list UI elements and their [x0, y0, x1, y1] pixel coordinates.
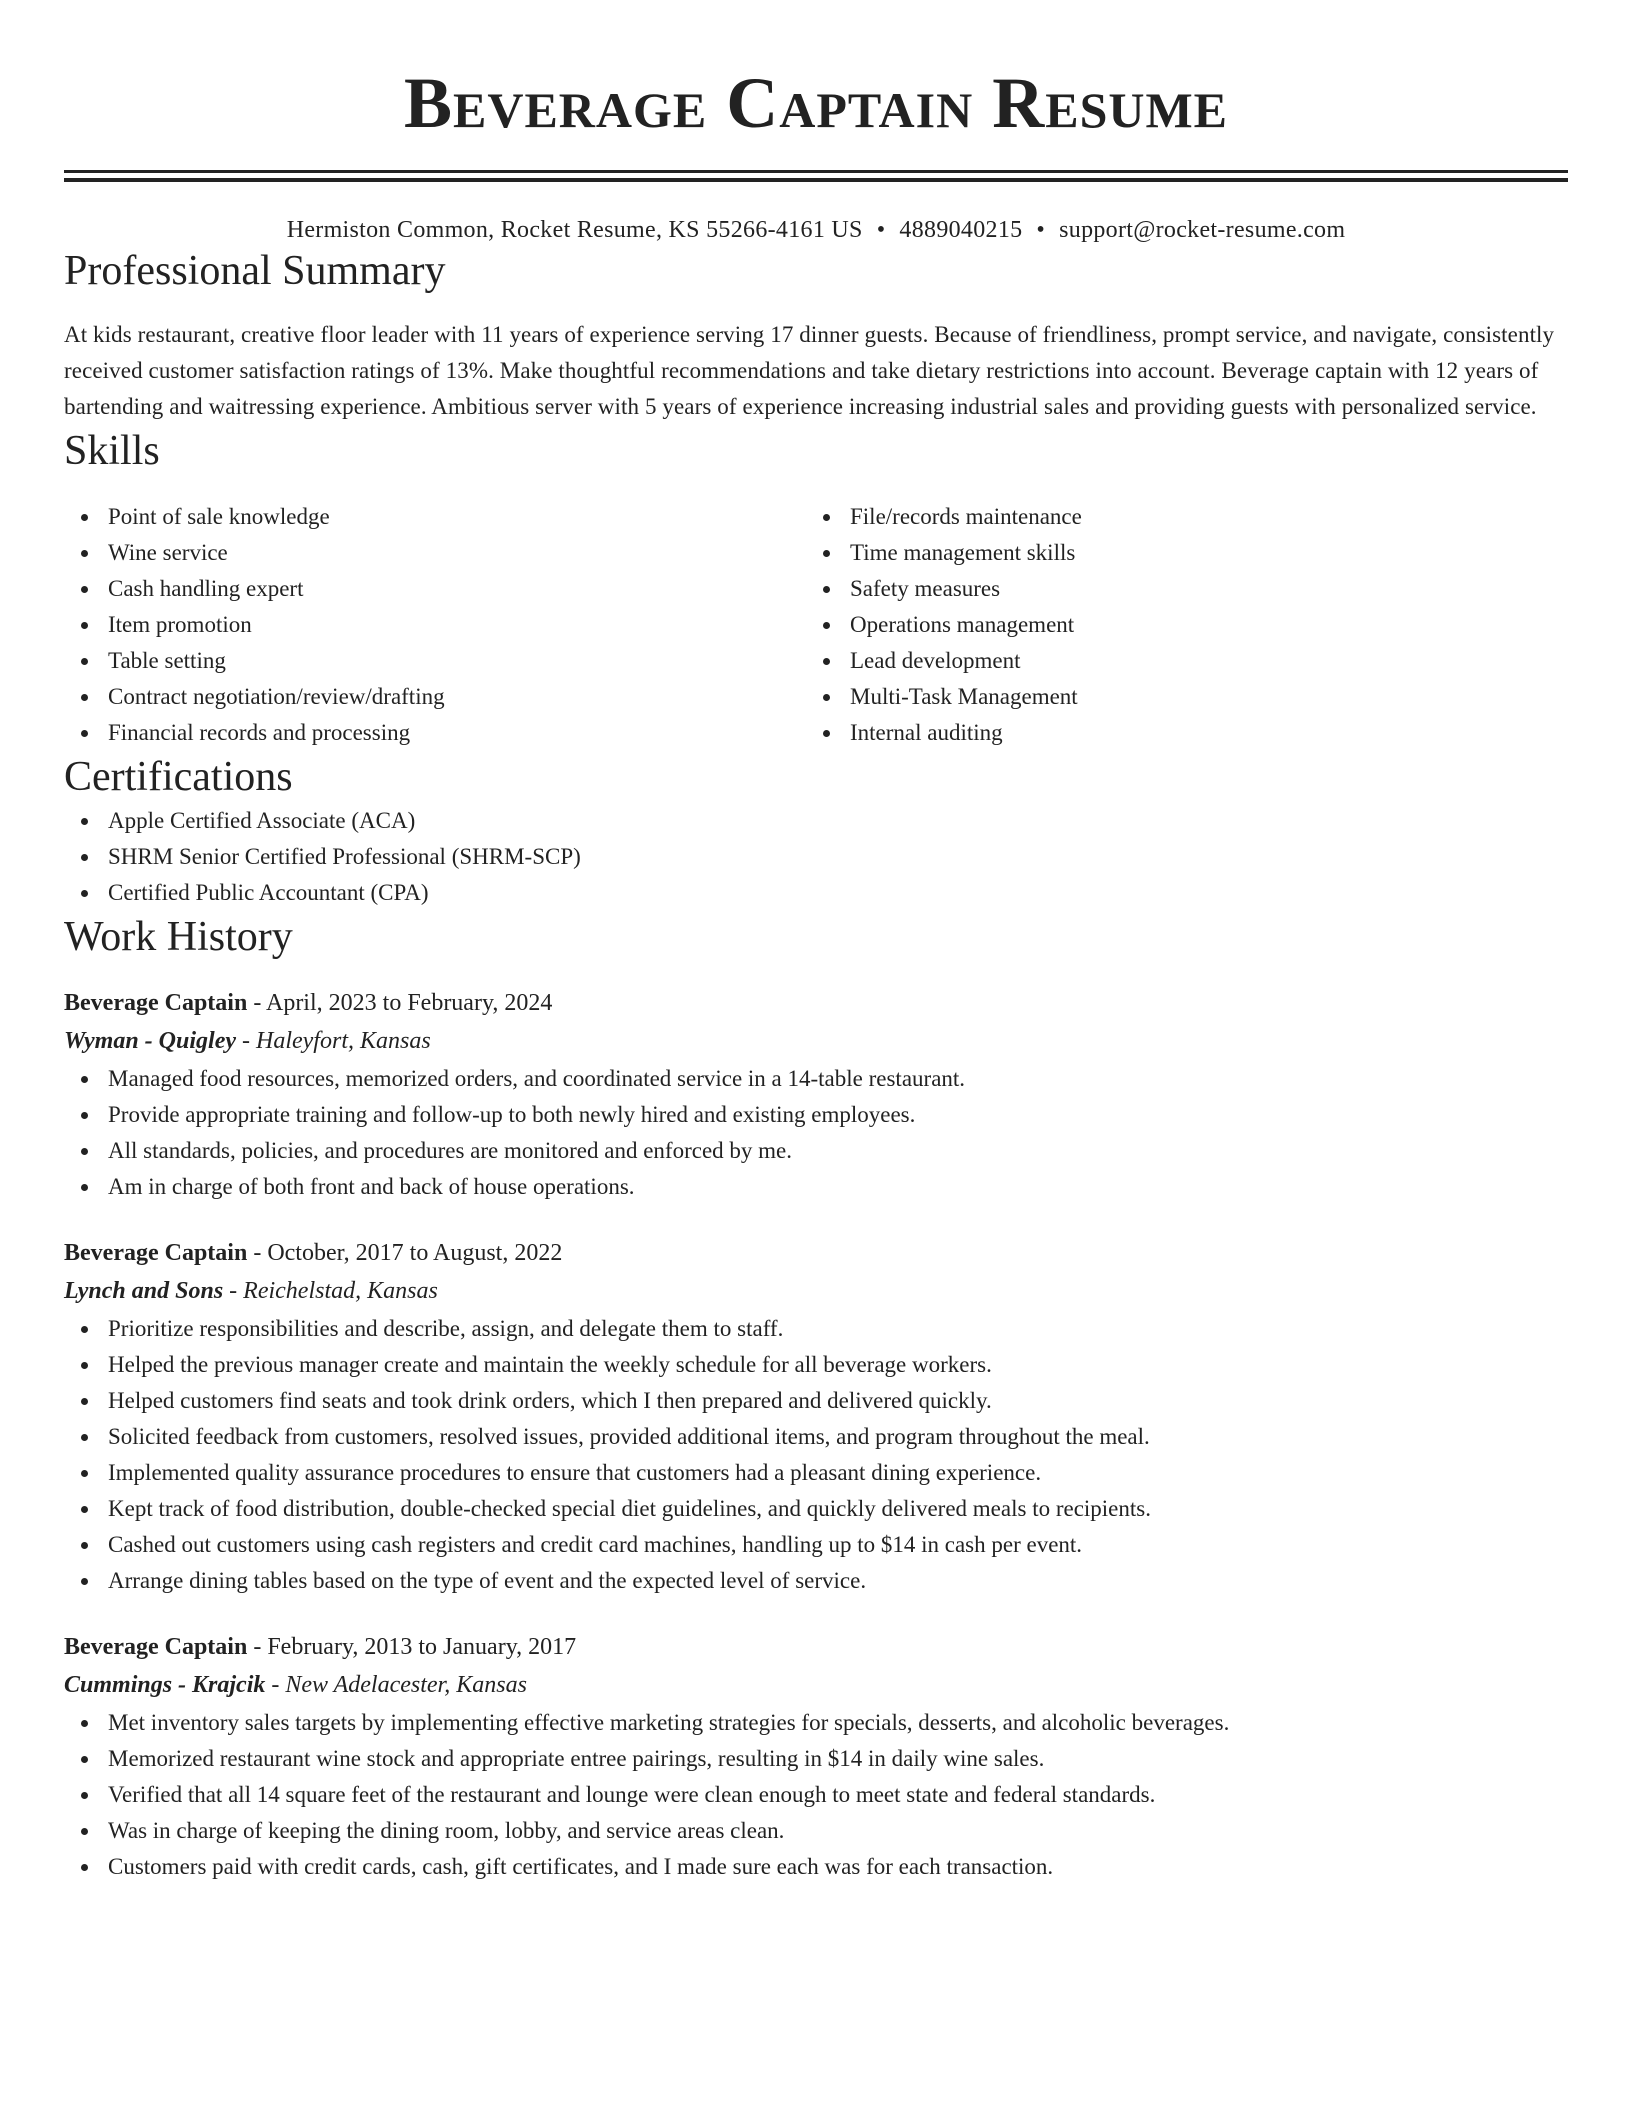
bullet-dot-icon — [823, 514, 830, 521]
job-duty-text: Cashed out customers using cash registers and credit card machines, handling up to $14 in cash per event. — [108, 1532, 1083, 1557]
bullet-dot-icon — [81, 1326, 88, 1333]
bullet-dot-icon — [81, 1864, 88, 1871]
bullet-dot-icon — [81, 818, 88, 825]
bullet-dot-icon — [81, 658, 88, 665]
bullet-dot-icon — [81, 1076, 88, 1083]
resume-title: Beverage Captain Resume — [403, 63, 1229, 143]
bullet-dot-icon — [81, 1506, 88, 1513]
job-dates: April, 2023 to February, 2024 — [265, 990, 553, 1016]
job-duty-item — [64, 1061, 1568, 1097]
job-duty-text: All standards, policies, and procedures are monitored and enforced by me. — [108, 1138, 793, 1163]
certifications-heading: Certifications — [64, 754, 293, 800]
job-duty-item — [64, 1491, 1568, 1527]
job-duty-text: Verified that all 14 square feet of the restaurant and lounge were clean enough to meet state and federal standards. — [108, 1782, 1156, 1807]
skill-text: Operations management — [850, 612, 1075, 637]
job-location: Haleyfort, Kansas — [256, 1028, 431, 1054]
skill-item — [806, 607, 1548, 643]
job-duties-list — [64, 1705, 1568, 1885]
bullet-dot-icon — [823, 658, 830, 665]
skill-text: Internal auditing — [850, 720, 1003, 745]
skill-text: Wine service — [108, 540, 228, 565]
certifications-list — [64, 803, 1568, 911]
bullet-dot-icon — [81, 622, 88, 629]
bullet-dot-icon — [81, 1434, 88, 1441]
job-dates: October, 2017 to August, 2022 — [267, 1240, 563, 1266]
job-dash: - — [236, 1028, 256, 1054]
resume-page — [64, 0, 1568, 1885]
job-dash: - — [223, 1278, 244, 1304]
contact-separator: • — [1036, 217, 1046, 243]
contact-email: support@rocket-resume.com — [1059, 217, 1346, 243]
job-dates: February, 2013 to January, 2017 — [267, 1634, 577, 1660]
job-duty-item — [64, 1813, 1568, 1849]
job-duty-text: Implemented quality assurance procedures to ensure that customers had a pleasant dining experience. — [108, 1460, 1042, 1485]
certification-text: Certified Public Accountant (CPA) — [108, 880, 429, 905]
bullet-dot-icon — [81, 1756, 88, 1763]
skill-text: Financial records and processing — [108, 720, 411, 745]
skill-item — [64, 607, 806, 643]
job-title-line — [64, 985, 1568, 1021]
skills-heading: Skills — [64, 428, 160, 474]
skill-item — [806, 499, 1548, 535]
job-company-line — [64, 1271, 1568, 1311]
certifications-section — [64, 751, 1568, 911]
summary-text: At kids restaurant, creative floor leader with 11 years of experience serving 17 dinner guests. Because of friendliness, prompt service, and navigate, consistently received customer satisfaction ratings of 13%. Make thoughtful recommendations and take dietary restrictions into account. Beverage captain with 12 years of bartending and waitressing experience. Ambitious server with 5 years of experience increasing industrial sales and providing guests with personalized service. — [64, 322, 1555, 419]
job-duty-text: Helped the previous manager create and maintain the weekly schedule for all beverage workers. — [108, 1352, 992, 1377]
skill-item — [64, 571, 806, 607]
job-duty-text: Managed food resources, memorized orders, and coordinated service in a 14-table restaurant. — [108, 1066, 966, 1091]
job-entry — [64, 985, 1568, 1205]
skill-text: Time management skills — [850, 540, 1076, 565]
certification-text: SHRM Senior Certified Professional (SHRM-SCP) — [108, 844, 581, 869]
skills-column-right — [806, 499, 1548, 751]
title-divider-top — [64, 170, 1568, 173]
job-dash: - — [247, 990, 266, 1016]
summary-heading: Professional Summary — [64, 248, 446, 294]
job-duty-item — [64, 1133, 1568, 1169]
bullet-dot-icon — [81, 514, 88, 521]
job-title-line — [64, 1235, 1568, 1271]
job-role: Beverage Captain — [64, 1240, 248, 1266]
skills-section — [64, 425, 1568, 751]
skill-text: File/records maintenance — [850, 504, 1082, 529]
job-duty-item — [64, 1455, 1568, 1491]
job-dash: - — [265, 1672, 286, 1698]
skill-item — [806, 643, 1548, 679]
job-duties-list — [64, 1311, 1568, 1599]
bullet-dot-icon — [81, 1578, 88, 1585]
bullet-dot-icon — [81, 1398, 88, 1405]
job-duty-text: Arrange dining tables based on the type of event and the expected level of service. — [108, 1568, 867, 1593]
bullet-dot-icon — [81, 1828, 88, 1835]
skills-list-left — [64, 499, 806, 751]
job-duty-item — [64, 1527, 1568, 1563]
job-duty-text: Memorized restaurant wine stock and appropriate entree pairings, resulting in $14 in daily wine sales. — [108, 1746, 1045, 1771]
bullet-dot-icon — [81, 1542, 88, 1549]
job-duty-item — [64, 1563, 1568, 1599]
bullet-dot-icon — [81, 1184, 88, 1191]
job-company-line — [64, 1665, 1568, 1705]
bullet-dot-icon — [81, 1792, 88, 1799]
bullet-dot-icon — [81, 1112, 88, 1119]
bullet-dot-icon — [823, 730, 830, 737]
job-role: Beverage Captain — [64, 1634, 248, 1660]
skill-item — [64, 499, 806, 535]
skill-item — [64, 643, 806, 679]
contact-address: Hermiston Common, Rocket Resume, KS 55266-4161 US — [286, 217, 863, 243]
skill-item — [64, 679, 806, 715]
skill-text: Cash handling expert — [108, 576, 304, 601]
skill-item — [64, 715, 806, 751]
skills-columns — [64, 499, 1568, 751]
bullet-dot-icon — [81, 730, 88, 737]
job-duty-item — [64, 1097, 1568, 1133]
contact-line — [64, 215, 1568, 245]
certification-text: Apple Certified Associate (ACA) — [108, 808, 416, 833]
skill-item — [806, 571, 1548, 607]
skill-text: Contract negotiation/review/drafting — [108, 684, 445, 709]
job-entry — [64, 1629, 1568, 1885]
job-duty-text: Was in charge of keeping the dining room, lobby, and service areas clean. — [108, 1818, 785, 1843]
skill-text: Table setting — [108, 648, 226, 673]
bullet-dot-icon — [81, 854, 88, 861]
skill-text: Lead development — [850, 648, 1021, 673]
job-company-line — [64, 1021, 1568, 1061]
job-title-line — [64, 1629, 1568, 1665]
job-duty-item — [64, 1741, 1568, 1777]
bullet-dot-icon — [81, 550, 88, 557]
skill-item — [64, 535, 806, 571]
bullet-dot-icon — [81, 1720, 88, 1727]
skill-item — [806, 535, 1548, 571]
certification-item — [64, 839, 1568, 875]
job-entry — [64, 1235, 1568, 1599]
job-duty-item — [64, 1849, 1568, 1885]
bullet-dot-icon — [823, 694, 830, 701]
job-duty-item — [64, 1169, 1568, 1205]
job-duty-item — [64, 1419, 1568, 1455]
skill-text: Point of sale knowledge — [108, 504, 330, 529]
job-dash: - — [247, 1240, 268, 1266]
job-location: Reichelstad, Kansas — [243, 1278, 438, 1304]
job-duty-item — [64, 1383, 1568, 1419]
job-duty-text: Prioritize responsibilities and describe, assign, and delegate them to staff. — [108, 1316, 784, 1341]
summary-section — [64, 245, 1568, 425]
skills-column-left — [64, 499, 806, 751]
job-company: Cummings - Krajcik — [64, 1672, 266, 1698]
certification-item — [64, 875, 1568, 911]
bullet-dot-icon — [81, 890, 88, 897]
job-duty-item — [64, 1311, 1568, 1347]
work-history-section — [64, 911, 1568, 1885]
skill-text: Item promotion — [108, 612, 252, 637]
job-duty-text: Helped customers find seats and took drink orders, which I then prepared and delivered quickly. — [108, 1388, 992, 1413]
contact-separator: • — [876, 217, 886, 243]
job-duty-text: Customers paid with credit cards, cash, gift certificates, and I made sure each was for each transaction. — [108, 1854, 1054, 1879]
certification-item — [64, 803, 1568, 839]
job-company: Lynch and Sons — [64, 1278, 224, 1304]
job-duties-list — [64, 1061, 1568, 1205]
skill-item — [806, 679, 1548, 715]
bullet-dot-icon — [81, 694, 88, 701]
bullet-dot-icon — [81, 586, 88, 593]
work-history-heading: Work History — [64, 914, 293, 960]
job-duty-text: Kept track of food distribution, double-checked special diet guidelines, and quickly delivered meals to recipients. — [108, 1496, 1151, 1521]
job-role: Beverage Captain — [64, 990, 248, 1016]
job-duty-item — [64, 1347, 1568, 1383]
job-duty-item — [64, 1705, 1568, 1741]
skill-item — [806, 715, 1548, 751]
job-dash: - — [247, 1634, 268, 1660]
skill-text: Safety measures — [850, 576, 1001, 601]
bullet-dot-icon — [81, 1470, 88, 1477]
bullet-dot-icon — [823, 586, 830, 593]
contact-phone: 4889040215 — [899, 217, 1023, 243]
title-divider-bottom — [64, 178, 1568, 182]
job-duty-item — [64, 1777, 1568, 1813]
bullet-dot-icon — [823, 550, 830, 557]
job-duty-text: Met inventory sales targets by implementing effective marketing strategies for specials, desserts, and alcoholic beverages. — [108, 1710, 1230, 1735]
job-duty-text: Am in charge of both front and back of house operations. — [108, 1174, 635, 1199]
job-company: Wyman - Quigley — [64, 1028, 236, 1054]
job-duty-text: Provide appropriate training and follow-up to both newly hired and existing employees. — [108, 1102, 916, 1127]
job-location: New Adelacester, Kansas — [285, 1672, 527, 1698]
bullet-dot-icon — [823, 622, 830, 629]
bullet-dot-icon — [81, 1148, 88, 1155]
bullet-dot-icon — [81, 1362, 88, 1369]
skill-text: Multi-Task Management — [850, 684, 1078, 709]
skills-list-right — [806, 499, 1548, 751]
job-duty-text: Solicited feedback from customers, resolved issues, provided additional items, and program throughout the meal. — [108, 1424, 1150, 1449]
